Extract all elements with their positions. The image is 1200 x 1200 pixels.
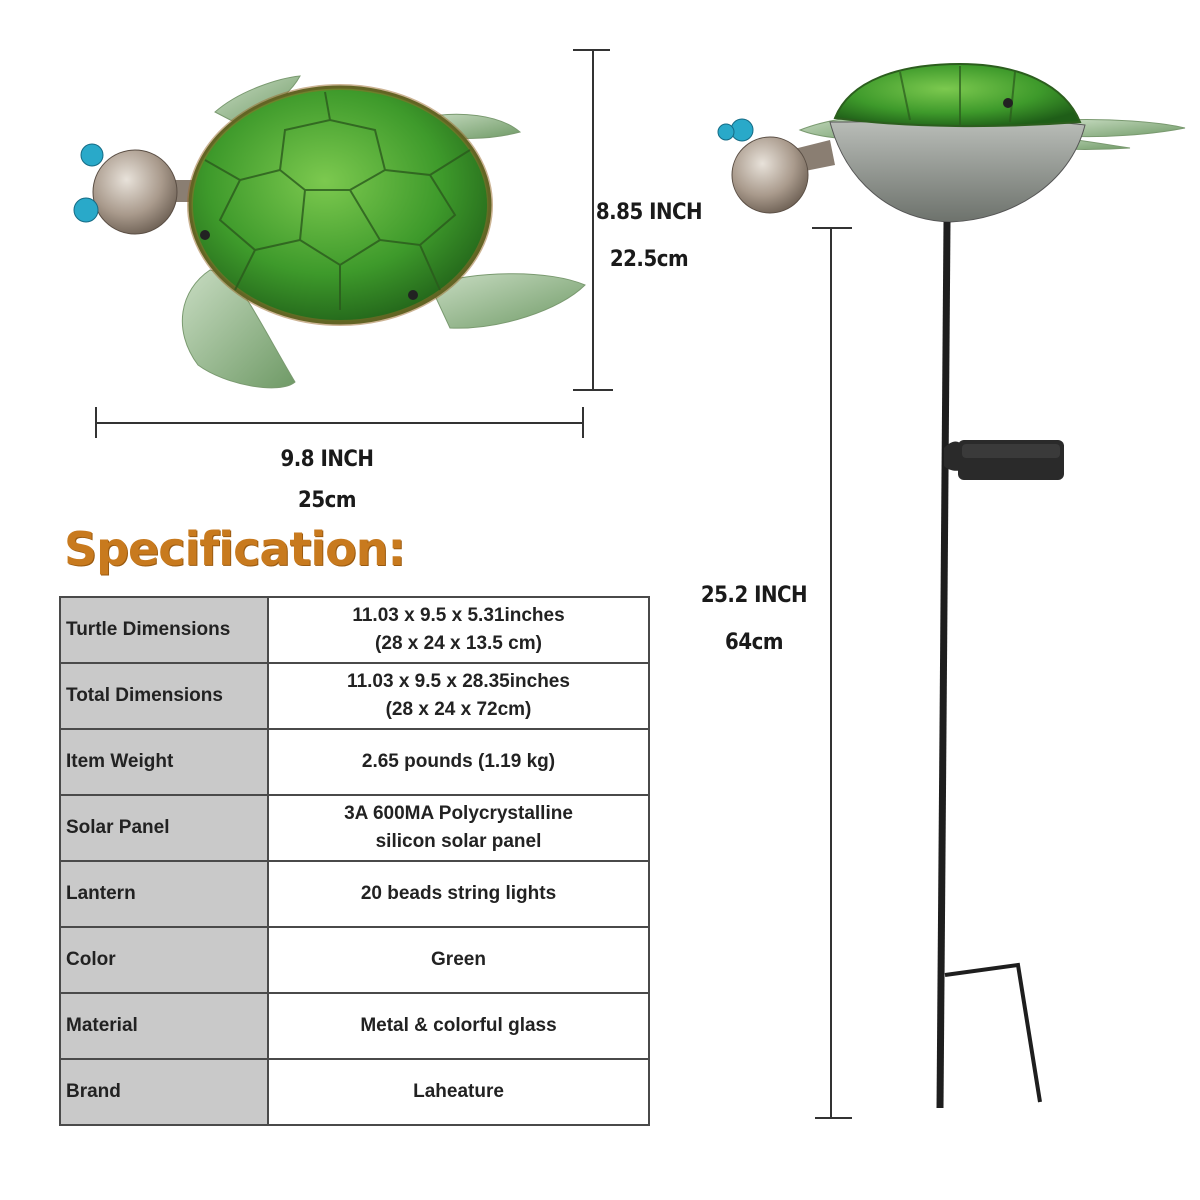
width-cm-label: 25cm [298, 488, 356, 513]
spec-value-line: (28 x 24 x 72cm) [385, 699, 532, 720]
table-row [60, 597, 649, 663]
spec-value [268, 795, 649, 861]
table-row [60, 729, 649, 795]
spec-value-line: 2.65 pounds (1.19 kg) [361, 751, 556, 772]
spec-value [268, 597, 649, 663]
spec-value-line: Metal & colorful glass [360, 1015, 557, 1036]
spec-key: Brand [60, 1059, 268, 1125]
spec-value [268, 663, 649, 729]
table-row [60, 927, 649, 993]
spec-key: Turtle Dimensions [60, 597, 268, 663]
height-cm-label: 22.5cm [609, 247, 689, 272]
spec-table [59, 596, 650, 1126]
spec-key: Item Weight [60, 729, 268, 795]
height-inch-label: 8.85 INCH [595, 200, 703, 225]
spec-value-line: 20 beads string lights [360, 883, 557, 904]
table-row [60, 663, 649, 729]
spec-title: Specification: [64, 522, 405, 576]
spec-value-line: 11.03 x 9.5 x 5.31inches [352, 605, 565, 626]
spec-key: Lantern [60, 861, 268, 927]
spec-key: Color [60, 927, 268, 993]
spec-value-line: silicon solar panel [375, 831, 542, 852]
width-inch-label: 9.8 INCH [280, 447, 374, 472]
spec-value-line: 3A 600MA Polycrystalline [344, 803, 573, 824]
spec-value [268, 1059, 649, 1125]
spec-value [268, 993, 649, 1059]
turtle-top-view [74, 76, 585, 388]
spec-value-line: 11.03 x 9.5 x 28.35inches [347, 671, 570, 692]
stake-inch-label: 25.2 INCH [700, 583, 808, 608]
spec-value [268, 861, 649, 927]
spec-key: Solar Panel [60, 795, 268, 861]
stake-cm-label: 64cm [725, 630, 783, 655]
table-row [60, 795, 649, 861]
spec-key: Material [60, 993, 268, 1059]
spec-value [268, 927, 649, 993]
spec-value-line: Green [431, 949, 486, 970]
spec-value-line: (28 x 24 x 13.5 cm) [375, 633, 542, 654]
table-row [60, 993, 649, 1059]
table-row [60, 1059, 649, 1125]
table-row [60, 861, 649, 927]
spec-value-line: Laheature [413, 1081, 504, 1102]
spec-key: Total Dimensions [60, 663, 268, 729]
spec-value [268, 729, 649, 795]
